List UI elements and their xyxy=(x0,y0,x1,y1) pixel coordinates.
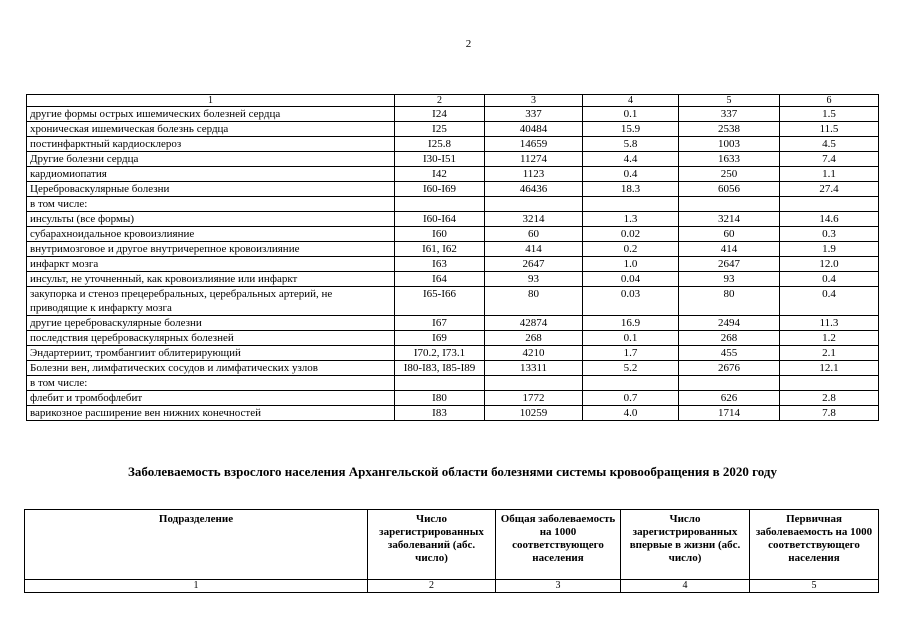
total-incidence-cell: 0.03 xyxy=(583,287,679,316)
first-time-count-cell: 414 xyxy=(679,242,780,257)
column-number: 1 xyxy=(25,580,368,593)
table-row xyxy=(27,287,879,316)
disease-name-cell: флебит и тромбофлебит xyxy=(27,391,395,406)
primary-incidence-cell: 14.6 xyxy=(780,212,879,227)
first-time-count-cell: 2676 xyxy=(679,361,780,376)
registered-count-cell: 2647 xyxy=(485,257,583,272)
disease-name-cell: закупорка и стеноз прецеребральных, церебральных артерий, не приводящие к инфаркту мозга xyxy=(27,287,395,316)
table-row xyxy=(27,316,879,331)
column-number: 6 xyxy=(780,95,879,107)
total-incidence-cell: 5.2 xyxy=(583,361,679,376)
registered-count-cell: 414 xyxy=(485,242,583,257)
registered-count-cell: 268 xyxy=(485,331,583,346)
table-row xyxy=(27,137,879,152)
total-incidence-cell xyxy=(583,197,679,212)
icd-code-cell: I80-I83, I85-I89 xyxy=(395,361,485,376)
total-incidence-cell: 4.0 xyxy=(583,406,679,421)
disease-name-cell: в том числе: xyxy=(27,376,395,391)
registered-count-cell: 13311 xyxy=(485,361,583,376)
column-number: 2 xyxy=(395,95,485,107)
disease-statistics-table xyxy=(26,94,879,421)
disease-name-cell: внутримозговое и другое внутричерепное кровоизлияние xyxy=(27,242,395,257)
table-header-row xyxy=(25,510,879,580)
table-row xyxy=(27,197,879,212)
incidence-table xyxy=(24,509,879,593)
primary-incidence-cell: 4.5 xyxy=(780,137,879,152)
table-row xyxy=(27,227,879,242)
table-row xyxy=(27,406,879,421)
registered-count-cell: 42874 xyxy=(485,316,583,331)
column-number: 5 xyxy=(679,95,780,107)
column-header-total-incidence: Общая заболеваемость на 1000 соответствующего населения xyxy=(496,510,621,580)
icd-code-cell xyxy=(395,197,485,212)
disease-name-cell: варикозное расширение вен нижних конечностей xyxy=(27,406,395,421)
column-number: 4 xyxy=(621,580,750,593)
total-incidence-cell: 18.3 xyxy=(583,182,679,197)
table-row xyxy=(27,212,879,227)
total-incidence-cell: 0.4 xyxy=(583,167,679,182)
registered-count-cell: 93 xyxy=(485,272,583,287)
total-incidence-cell: 1.0 xyxy=(583,257,679,272)
registered-count-cell: 46436 xyxy=(485,182,583,197)
disease-name-cell: инсульт, не уточненный, как кровоизлияние или инфаркт xyxy=(27,272,395,287)
icd-code-cell: I64 xyxy=(395,272,485,287)
primary-incidence-cell: 0.3 xyxy=(780,227,879,242)
first-time-count-cell: 337 xyxy=(679,107,780,122)
first-time-count-cell: 626 xyxy=(679,391,780,406)
disease-name-cell: последствия цереброваскулярных болезней xyxy=(27,331,395,346)
column-number: 2 xyxy=(368,580,496,593)
table-row xyxy=(27,257,879,272)
table-row xyxy=(27,107,879,122)
primary-incidence-cell: 11.3 xyxy=(780,316,879,331)
disease-name-cell: Цереброваскулярные болезни xyxy=(27,182,395,197)
disease-name-cell: инсульты (все формы) xyxy=(27,212,395,227)
icd-code-cell: I61, I62 xyxy=(395,242,485,257)
table-row xyxy=(27,272,879,287)
first-time-count-cell: 93 xyxy=(679,272,780,287)
icd-code-cell: I24 xyxy=(395,107,485,122)
total-incidence-cell: 5.8 xyxy=(583,137,679,152)
icd-code-cell: I65-I66 xyxy=(395,287,485,316)
total-incidence-cell: 15.9 xyxy=(583,122,679,137)
first-time-count-cell: 3214 xyxy=(679,212,780,227)
first-time-count-cell: 80 xyxy=(679,287,780,316)
primary-incidence-cell: 12.1 xyxy=(780,361,879,376)
registered-count-cell: 80 xyxy=(485,287,583,316)
icd-code-cell: I80 xyxy=(395,391,485,406)
column-header-first-time-count: Число зарегистрированных впервые в жизни (абс. число) xyxy=(621,510,750,580)
first-time-count-cell xyxy=(679,197,780,212)
total-incidence-cell: 0.1 xyxy=(583,107,679,122)
primary-incidence-cell: 11.5 xyxy=(780,122,879,137)
total-incidence-cell: 1.3 xyxy=(583,212,679,227)
first-time-count-cell: 1714 xyxy=(679,406,780,421)
table-row xyxy=(27,167,879,182)
registered-count-cell: 40484 xyxy=(485,122,583,137)
column-number: 5 xyxy=(750,580,879,593)
section-title: Заболеваемость взрослого населения Архангельской области болезнями системы кровообращения в 2020 году xyxy=(128,464,777,479)
primary-incidence-cell: 2.8 xyxy=(780,391,879,406)
icd-code-cell: I25.8 xyxy=(395,137,485,152)
disease-name-cell: инфаркт мозга xyxy=(27,257,395,272)
primary-incidence-cell: 2.1 xyxy=(780,346,879,361)
registered-count-cell: 60 xyxy=(485,227,583,242)
icd-code-cell: I60 xyxy=(395,227,485,242)
icd-code-cell: I83 xyxy=(395,406,485,421)
first-time-count-cell xyxy=(679,376,780,391)
disease-name-cell: хроническая ишемическая болезнь сердца xyxy=(27,122,395,137)
first-time-count-cell: 2647 xyxy=(679,257,780,272)
icd-code-cell: I25 xyxy=(395,122,485,137)
total-incidence-cell: 16.9 xyxy=(583,316,679,331)
first-time-count-cell: 2538 xyxy=(679,122,780,137)
icd-code-cell: I70.2, I73.1 xyxy=(395,346,485,361)
table-row xyxy=(27,361,879,376)
total-incidence-cell: 4.4 xyxy=(583,152,679,167)
primary-incidence-cell: 1.2 xyxy=(780,331,879,346)
primary-incidence-cell: 0.4 xyxy=(780,287,879,316)
disease-name-cell: Эндартериит, тромбангиит облитерирующий xyxy=(27,346,395,361)
icd-code-cell: I67 xyxy=(395,316,485,331)
total-incidence-cell: 0.02 xyxy=(583,227,679,242)
primary-incidence-cell: 27.4 xyxy=(780,182,879,197)
column-header-primary-incidence: Первичная заболеваемость на 1000 соответствующего населения xyxy=(750,510,879,580)
total-incidence-cell: 0.04 xyxy=(583,272,679,287)
primary-incidence-cell xyxy=(780,376,879,391)
registered-count-cell xyxy=(485,376,583,391)
registered-count-cell: 1123 xyxy=(485,167,583,182)
registered-count-cell: 4210 xyxy=(485,346,583,361)
icd-code-cell: I42 xyxy=(395,167,485,182)
registered-count-cell: 10259 xyxy=(485,406,583,421)
primary-incidence-cell: 7.8 xyxy=(780,406,879,421)
column-number-row xyxy=(25,580,879,593)
column-number: 1 xyxy=(27,95,395,107)
registered-count-cell: 3214 xyxy=(485,212,583,227)
disease-name-cell: кардиомиопатия xyxy=(27,167,395,182)
disease-name-cell: другие формы острых ишемических болезней сердца xyxy=(27,107,395,122)
table-row xyxy=(27,346,879,361)
primary-incidence-cell: 0.4 xyxy=(780,272,879,287)
total-incidence-cell: 1.7 xyxy=(583,346,679,361)
table-row xyxy=(27,152,879,167)
primary-incidence-cell: 1.5 xyxy=(780,107,879,122)
registered-count-cell: 11274 xyxy=(485,152,583,167)
table-row xyxy=(27,242,879,257)
first-time-count-cell: 60 xyxy=(679,227,780,242)
first-time-count-cell: 268 xyxy=(679,331,780,346)
registered-count-cell xyxy=(485,197,583,212)
registered-count-cell: 1772 xyxy=(485,391,583,406)
first-time-count-cell: 1003 xyxy=(679,137,780,152)
first-time-count-cell: 1633 xyxy=(679,152,780,167)
column-number: 4 xyxy=(583,95,679,107)
column-number: 3 xyxy=(485,95,583,107)
table-header-row xyxy=(27,95,879,107)
column-header-registered-count: Число зарегистрированных заболеваний (абс. число) xyxy=(368,510,496,580)
primary-incidence-cell: 12.0 xyxy=(780,257,879,272)
table-row xyxy=(27,182,879,197)
column-number: 3 xyxy=(496,580,621,593)
disease-name-cell: другие цереброваскулярные болезни xyxy=(27,316,395,331)
page-number: 2 xyxy=(465,38,472,50)
first-time-count-cell: 6056 xyxy=(679,182,780,197)
total-incidence-cell: 0.7 xyxy=(583,391,679,406)
primary-incidence-cell: 7.4 xyxy=(780,152,879,167)
table-row xyxy=(27,122,879,137)
table-row xyxy=(27,376,879,391)
disease-name-cell: субарахноидальное кровоизлияние xyxy=(27,227,395,242)
column-header-department: Подразделение xyxy=(25,510,368,580)
icd-code-cell: I60-I64 xyxy=(395,212,485,227)
icd-code-cell: I69 xyxy=(395,331,485,346)
icd-code-cell: I63 xyxy=(395,257,485,272)
disease-name-cell: постинфарктный кардиосклероз xyxy=(27,137,395,152)
disease-name-cell: в том числе: xyxy=(27,197,395,212)
first-time-count-cell: 250 xyxy=(679,167,780,182)
registered-count-cell: 337 xyxy=(485,107,583,122)
primary-incidence-cell xyxy=(780,197,879,212)
disease-name-cell: Другие болезни сердца xyxy=(27,152,395,167)
registered-count-cell: 14659 xyxy=(485,137,583,152)
icd-code-cell xyxy=(395,376,485,391)
total-incidence-cell: 0.1 xyxy=(583,331,679,346)
primary-incidence-cell: 1.9 xyxy=(780,242,879,257)
icd-code-cell: I30-I51 xyxy=(395,152,485,167)
table-row xyxy=(27,331,879,346)
total-incidence-cell xyxy=(583,376,679,391)
primary-incidence-cell: 1.1 xyxy=(780,167,879,182)
first-time-count-cell: 2494 xyxy=(679,316,780,331)
first-time-count-cell: 455 xyxy=(679,346,780,361)
total-incidence-cell: 0.2 xyxy=(583,242,679,257)
table-row xyxy=(27,391,879,406)
icd-code-cell: I60-I69 xyxy=(395,182,485,197)
disease-name-cell: Болезни вен, лимфатических сосудов и лимфатических узлов xyxy=(27,361,395,376)
